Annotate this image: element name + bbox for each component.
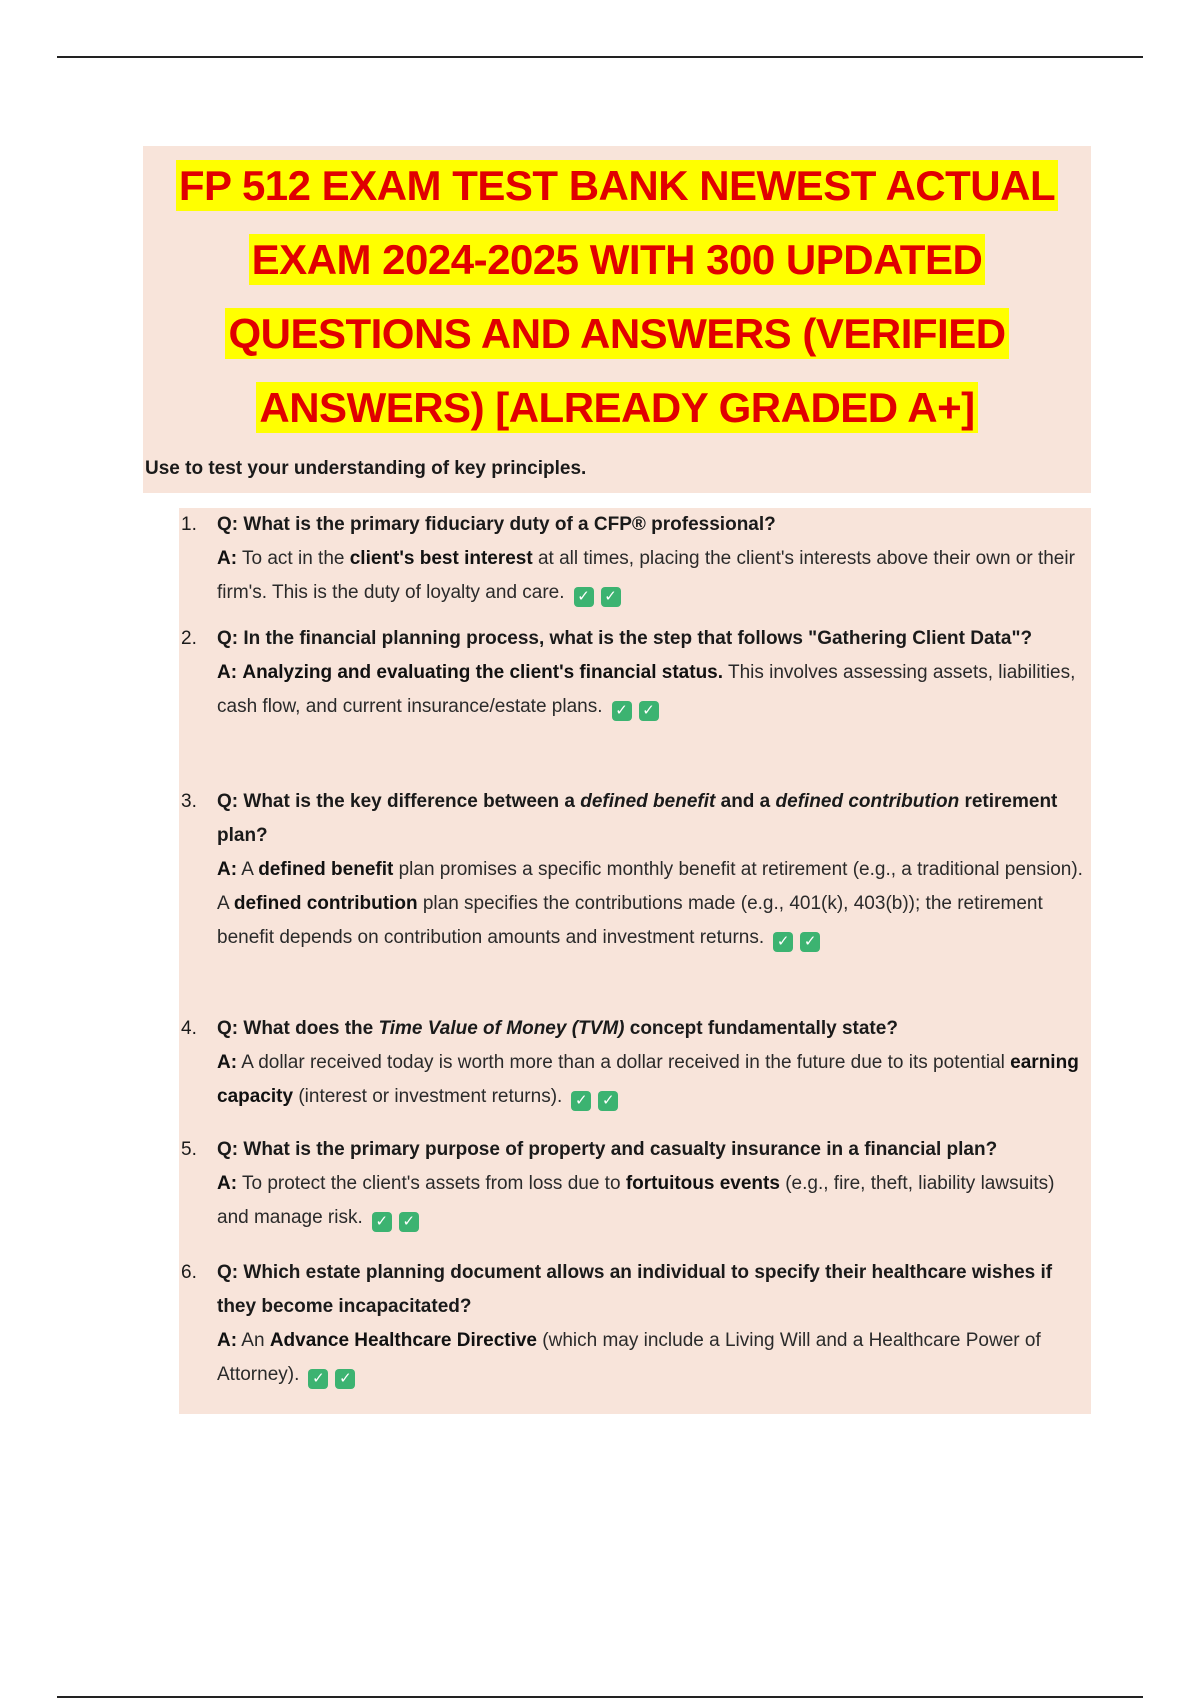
question-text: Q: In the financial planning process, what is the step that follows "Gathering Client Data"?	[217, 628, 1033, 649]
answer-prefix: A:	[217, 1330, 238, 1351]
check-mark-button-icon: ✓	[571, 1091, 591, 1111]
question-term: Time Value of Money (TVM)	[378, 1018, 625, 1039]
answer-segment: A dollar received today is worth more than a dollar received in the future due to its potential	[237, 1052, 1011, 1073]
qa-text	[217, 508, 1085, 610]
question-segment: concept fundamentally state?	[624, 1018, 898, 1039]
question-segment: Q: What does the	[217, 1018, 379, 1039]
answer-key-term: fortuitous events	[625, 1173, 780, 1194]
answer-segment: (which may include a Living Will and a Healthcare Power of Attorney).	[217, 1330, 1041, 1385]
qa-text	[217, 622, 1085, 724]
question-segment: retirement plan?	[217, 791, 1058, 846]
answer-key-term: defined benefit	[258, 859, 394, 880]
answer-segment: A	[237, 859, 259, 880]
document-title	[143, 146, 1091, 445]
answer-prefix: A:	[217, 859, 238, 880]
item-number: 2.	[181, 628, 197, 649]
item-number: 1.	[181, 514, 197, 535]
answer-segment: plan promises a specific monthly benefit at retirement (e.g., a traditional pension). A	[217, 859, 1083, 914]
answer-segment: (interest or investment returns).	[293, 1086, 563, 1107]
answer-segment: (e.g., fire, theft, liability lawsuits) and manage risk.	[217, 1173, 1055, 1228]
question-term: defined contribution	[775, 791, 960, 812]
bottom-divider	[57, 1696, 1143, 1698]
check-mark-button-icon: ✓	[372, 1212, 392, 1232]
answer-segment: To act in the	[237, 548, 350, 569]
answer-segment: An	[237, 1330, 270, 1351]
answer-segment: plan specifies the contributions made (e.g., 401(k), 403(b)); the retirement benefit depends on contribution amounts and investment returns.	[217, 893, 1043, 948]
answer-key-term: Analyzing and evaluating the client's financial status.	[242, 662, 724, 683]
title-line-4: ANSWERS) [ALREADY GRADED A+]	[256, 382, 977, 433]
question-text	[217, 785, 1085, 853]
check-mark-button-icon: ✓	[574, 587, 594, 607]
item-number: 3.	[181, 791, 197, 812]
qa-block	[179, 508, 1091, 1414]
answer-segment: To protect the client's assets from loss due to	[237, 1173, 626, 1194]
check-mark-button-icon: ✓	[773, 932, 793, 952]
item-number: 5.	[181, 1139, 197, 1160]
answer-prefix: A:	[217, 548, 238, 569]
question-segment: Q: What is the key difference between a	[217, 791, 581, 812]
answer-key-term: earning capacity	[217, 1052, 1079, 1107]
question-segment: and a	[715, 791, 776, 812]
header-block	[143, 146, 1091, 493]
question-text	[217, 1012, 1085, 1046]
qa-text	[217, 1256, 1085, 1392]
check-mark-button-icon: ✓	[612, 701, 632, 721]
title-line-3: QUESTIONS AND ANSWERS (VERIFIED	[225, 308, 1008, 359]
qa-text	[217, 1012, 1085, 1114]
top-divider	[57, 56, 1143, 58]
answer-text	[217, 1324, 1085, 1392]
answer-text	[217, 853, 1085, 955]
answer-text	[217, 542, 1085, 610]
answer-key-term: client's best interest	[349, 548, 533, 569]
check-mark-button-icon: ✓	[399, 1212, 419, 1232]
check-mark-button-icon: ✓	[335, 1369, 355, 1389]
title-line-2: EXAM 2024-2025 WITH 300 UPDATED	[249, 234, 986, 285]
question-text: Q: Which estate planning document allows an individual to specify their healthcare wishes if they become incapacitated?	[217, 1262, 1053, 1317]
answer-text	[217, 1046, 1085, 1114]
answer-key-term: defined contribution	[233, 893, 418, 914]
qa-text	[217, 1133, 1085, 1235]
answer-prefix: A:	[217, 1173, 238, 1194]
answer-segment: This involves assessing assets, liabilities, cash flow, and current insurance/estate plans.	[217, 662, 1076, 717]
check-mark-button-icon: ✓	[308, 1369, 328, 1389]
answer-text	[217, 656, 1085, 724]
answer-prefix: A:	[217, 662, 238, 683]
qa-text	[217, 785, 1085, 955]
item-number: 6.	[181, 1262, 197, 1283]
check-mark-button-icon: ✓	[601, 587, 621, 607]
answer-key-term: Advance Healthcare Directive	[269, 1330, 537, 1351]
check-mark-button-icon: ✓	[800, 932, 820, 952]
answer-text	[217, 1167, 1085, 1235]
question-term: defined benefit	[580, 791, 716, 812]
intro-text: Use to test your understanding of key principles.	[145, 458, 587, 479]
title-line-1: FP 512 EXAM TEST BANK NEWEST ACTUAL	[176, 160, 1058, 211]
question-text: Q: What is the primary fiduciary duty of a CFP® professional?	[217, 514, 776, 535]
check-mark-button-icon: ✓	[598, 1091, 618, 1111]
item-number: 4.	[181, 1018, 197, 1039]
check-mark-button-icon: ✓	[639, 701, 659, 721]
answer-segment: at all times, placing the client's interests above their own or their firm's. This is the duty of loyalty and care.	[217, 548, 1075, 603]
answer-prefix: A:	[217, 1052, 238, 1073]
question-text: Q: What is the primary purpose of property and casualty insurance in a financial plan?	[217, 1139, 998, 1160]
